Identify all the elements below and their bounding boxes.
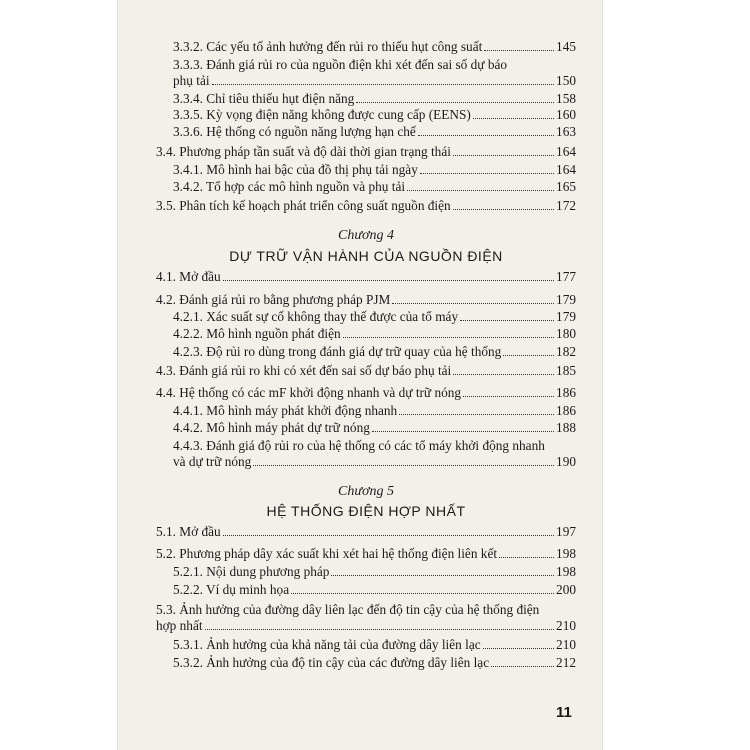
page-number: 11 xyxy=(556,704,572,721)
toc-entry-4-4: 4.4. Hệ thống có các mF khởi động nhanh và dự trữ nóng 186 xyxy=(156,385,576,400)
toc-entry-3-4-1: 3.4.1. Mô hình hai bậc của đồ thị phụ tải ngày 164 xyxy=(173,162,576,177)
chapter-4-title: DỰ TRỮ VẬN HÀNH CỦA NGUỒN ĐIỆN xyxy=(229,248,503,264)
chapter-4-number: Chương 4 xyxy=(338,228,394,243)
toc-entry-4-2-3: 4.2.3. Độ rủi ro dùng trong đánh giá dự trữ quay của hệ thống 182 xyxy=(173,344,576,359)
chapter-5-title: HỆ THỐNG ĐIỆN HỢP NHẤT xyxy=(266,503,466,519)
toc-entry-4-4-2: 4.4.2. Mô hình máy phát dự trữ nóng 188 xyxy=(173,420,576,435)
toc-entry-4-3: 4.3. Đánh giá rủi ro khi có xét đến sai số dự báo phụ tải 185 xyxy=(156,363,576,378)
toc-entry-5-3-1: 5.3.1. Ảnh hưởng của khả năng tải của đường dây liên lạc 210 xyxy=(173,637,576,652)
toc-entry-4-4-3-cont: và dự trữ nóng 190 xyxy=(173,454,576,469)
toc-entry-3-3-4: 3.3.4. Chỉ tiêu thiếu hụt điện năng 158 xyxy=(173,91,576,106)
toc-entry-5-2: 5.2. Phương pháp dây xác suất khi xét hai hệ thống điện liên kết 198 xyxy=(156,546,576,561)
toc-entry-5-2-1: 5.2.1. Nội dung phương pháp 198 xyxy=(173,564,576,579)
toc-entry-3-3-5: 3.3.5. Kỳ vọng điện năng không được cung cấp (EENS) 160 xyxy=(173,107,576,122)
toc-entry-5-2-2: 5.2.2. Ví dụ minh họa 200 xyxy=(173,582,576,597)
toc-entry-3-5: 3.5. Phân tích kế hoạch phát triển công suất nguồn điện 172 xyxy=(156,198,576,213)
toc-entry-4-2-2: 4.2.2. Mô hình nguồn phát điện 180 xyxy=(173,326,576,341)
toc-entry-4-1: 4.1. Mở đầu 177 xyxy=(156,269,576,284)
chapter-5-number: Chương 5 xyxy=(338,484,394,499)
toc-entry-5-3-cont: hợp nhất 210 xyxy=(156,618,576,633)
toc-entry-3-3-2: 3.3.2. Các yếu tố ảnh hưởng đến rủi ro thiếu hụt công suất 145 xyxy=(173,39,576,54)
toc-entry-5-3: 5.3. Ảnh hưởng của đường dây liên lạc đến độ tin cậy của hệ thống điện xyxy=(156,602,540,617)
toc-entry-5-1: 5.1. Mở đầu 197 xyxy=(156,524,576,539)
toc-entry-3-3-6: 3.3.6. Hệ thống có nguồn năng lượng hạn chế 163 xyxy=(173,124,576,139)
toc-entry-5-3-2: 5.3.2. Ảnh hưởng của độ tin cậy của các đường dây liên lạc 212 xyxy=(173,655,576,670)
toc-entry-4-4-3: 4.4.3. Đánh giá độ rủi ro của hệ thống có các tổ máy khởi động nhanh xyxy=(173,438,545,453)
toc-entry-4-2: 4.2. Đánh giá rủi ro bằng phương pháp PJM 179 xyxy=(156,292,576,307)
toc-entry-3-3-3: 3.3.3. Đánh giá rủi ro của nguồn điện khi xét đến sai số dự báo xyxy=(173,57,508,72)
toc-entry-3-3-3-cont: phụ tải 150 xyxy=(173,73,576,88)
toc-entry-3-4: 3.4. Phương pháp tần suất và độ dài thời gian trạng thái 164 xyxy=(156,144,576,159)
toc-entry-4-2-1: 4.2.1. Xác suất sự cố không thay thế được của tổ máy 179 xyxy=(173,309,576,324)
toc-entry-4-4-1: 4.4.1. Mô hình máy phát khởi động nhanh 186 xyxy=(173,403,576,418)
toc-entry-3-4-2: 3.4.2. Tổ hợp các mô hình nguồn và phụ tải 165 xyxy=(173,179,576,194)
